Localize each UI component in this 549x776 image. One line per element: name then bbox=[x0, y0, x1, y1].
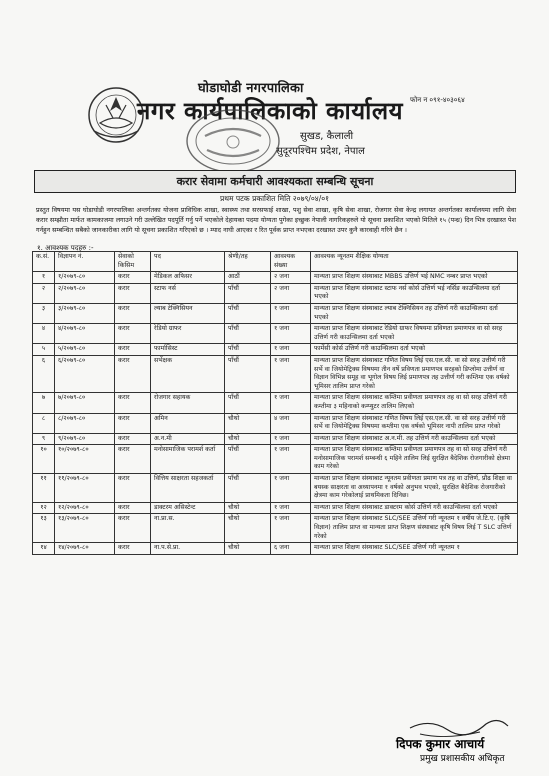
cell-count: ६ जना bbox=[271, 543, 311, 555]
cell-level: चौथो bbox=[225, 502, 271, 514]
table-row bbox=[33, 272, 518, 284]
office-name: नगर कार्यपालिकाको कार्यालय bbox=[137, 97, 404, 125]
cell-serial: ६ bbox=[33, 355, 55, 392]
cell-ad-number: ९/२०७९-८० bbox=[55, 433, 115, 445]
table-header-row bbox=[33, 252, 518, 272]
cell-service-type: करार bbox=[115, 355, 151, 392]
cell-qualification: मान्यता प्राप्त शिक्षण संस्थाबाट गणित विषय लिई एस.एल.सी. वा सो सरह उत्तीर्ण गरी सर्भे वा जियोमेट्रिक्स विषयमा कम्तीमा एक वर्षको भूमिसर नापी तालिम प्राप्त गरेको bbox=[311, 413, 518, 433]
col-header-ad-number: विज्ञापन नं. bbox=[55, 252, 115, 272]
table-row bbox=[33, 433, 518, 445]
required-posts-heading: १. आवश्यक पदहरु :- bbox=[37, 244, 94, 252]
signatory-title: प्रमुख प्रशासकीय अधिकृत bbox=[420, 754, 505, 764]
table-row bbox=[33, 474, 518, 503]
cell-service-type: करार bbox=[115, 393, 151, 413]
municipality-name: घोडाघोडी नगरपालिका bbox=[198, 81, 304, 96]
col-header-qualification: आवश्यक न्यूनतम शैक्षिक योग्यता bbox=[311, 252, 518, 272]
cell-post: वित्तिय साक्षरता सहजकर्ता bbox=[151, 474, 225, 503]
cell-service-type: करार bbox=[115, 502, 151, 514]
notice-intro-paragraph: प्रस्तुत विषयमा यस घोडाघोडी नगरपालिका अन्तर्गतका योजना प्राविधिक शाखा, स्वास्थ्य तथा सरसफाई शाखा, पशु सेवा शाखा, कृषि सेवा शाखा, रोजगार सेवा केन्द्र लगायत अन्तर्गतका कार्यालयमा लागि सेवा करार सम्झौता मार्फत कामकाजमा लगाउने गरी उल्लेखित पदपूर्ति गर्नु पर्ने भएकोले देहायका पदमा योग्यता पुगेका इच्छुक नेपाली नागरिकहरुले यो सूचना प्रकाशित भएको मितिले १५ (पन्ध्र) दिन भित्र दरखास्त पेश गर्नहुन सम्बन्धित सबैको जानकारीका लागि यो सूचना प्रकाशित गरिएको छ । म्याद नाघी आएका र रित पूर्वक प्राप्त नभएका दरखास्त उपर कुनै कारवाही गरिने छैन । bbox=[36, 206, 516, 234]
notice-title-box bbox=[34, 170, 516, 193]
cell-qualification: मान्यता प्राप्त शिक्षण संस्थाबाट MBBS उत्तिर्ण भई NMC नम्बर प्राप्त भएको bbox=[311, 272, 518, 284]
col-header-serial: क.सं. bbox=[33, 252, 55, 272]
cell-service-type: करार bbox=[115, 324, 151, 344]
table-row bbox=[33, 543, 518, 555]
cell-post: ना.प.से.प्रा. bbox=[151, 543, 225, 555]
col-header-count: आवश्यक संख्या bbox=[271, 252, 311, 272]
table-row bbox=[33, 303, 518, 323]
cell-qualification: मान्यता प्राप्त शिक्षण संस्थाबाट स्टाफ नर्स कोर्स उत्तिर्ण भई नर्सिङ काउन्सिलमा दर्ता भएको bbox=[311, 283, 518, 303]
cell-serial: २ bbox=[33, 283, 55, 303]
cell-serial: १२ bbox=[33, 502, 55, 514]
signatory-name: दिपक कुमार आचार्य bbox=[396, 737, 485, 751]
cell-ad-number: ४/२०७९-८० bbox=[55, 324, 115, 344]
table-row bbox=[33, 324, 518, 344]
table-row bbox=[33, 514, 518, 543]
cell-count: १ जना bbox=[271, 344, 311, 356]
office-province: सुदूरपश्चिम प्रदेश, नेपाल bbox=[276, 146, 365, 157]
cell-post: अ.न.मी bbox=[151, 433, 225, 445]
cell-count: १ जना bbox=[271, 303, 311, 323]
cell-ad-number: २/२०७९-८० bbox=[55, 283, 115, 303]
cell-service-type: करार bbox=[115, 433, 151, 445]
cell-qualification: मान्यता प्राप्त शिक्षण संस्थाबाट SLC/SEE उत्तिर्ण गरी न्यूनतम १ वर्षीय जे.टि.ए. (कृषि विज्ञान) तालिम प्राप्त वा मान्यता प्राप्त शिक्षण संस्थाबाट कृषि विषय लिई T SLC उत्तिर्ण गरेको bbox=[311, 514, 518, 543]
cell-service-type: करार bbox=[115, 413, 151, 433]
cell-serial: ११ bbox=[33, 474, 55, 503]
posts-table-body bbox=[33, 272, 518, 555]
cell-ad-number: १३/२०७९-८० bbox=[55, 514, 115, 543]
office-stamp-seal bbox=[183, 106, 283, 176]
cell-service-type: करार bbox=[115, 445, 151, 474]
table-row bbox=[33, 355, 518, 392]
posts-table bbox=[32, 251, 518, 555]
cell-post: फार्मासिस्ट bbox=[151, 344, 225, 356]
cell-level: पाँचौं bbox=[225, 303, 271, 323]
cell-count: १ जना bbox=[271, 355, 311, 392]
notice-title: करार सेवामा कर्मचारी आवश्यकता सम्बन्धि सूचना bbox=[176, 175, 374, 188]
cell-post: सर्भेक्षक bbox=[151, 355, 225, 392]
cell-qualification: मान्यता प्राप्त शिक्षण संस्थाबाट रेडियो ग्राफर विषयमा प्रविणता प्रमाणपत्र वा सो सरह उत्तिर्ण गरी काउन्सिलमा दर्ता भएको bbox=[311, 324, 518, 344]
cell-count: २ जना bbox=[271, 272, 311, 284]
table-row bbox=[33, 283, 518, 303]
cell-qualification: मान्यता प्राप्त शिक्षण संस्थाबाट डाक्टरम कोर्स उत्तिर्ण गरी काउन्सिलमा दर्ता भएको bbox=[311, 502, 518, 514]
cell-ad-number: १०/२०७९-८० bbox=[55, 445, 115, 474]
cell-service-type: करार bbox=[115, 543, 151, 555]
cell-level: चौथो bbox=[225, 413, 271, 433]
cell-ad-number: ११/२०७९-८० bbox=[55, 474, 115, 503]
col-header-level: श्रेणी/तह bbox=[225, 252, 271, 272]
table-row bbox=[33, 393, 518, 413]
cell-post: ल्याब टेक्निसियन bbox=[151, 303, 225, 323]
cell-service-type: करार bbox=[115, 283, 151, 303]
cell-level: पाँचौं bbox=[225, 324, 271, 344]
cell-serial: ७ bbox=[33, 393, 55, 413]
cell-service-type: करार bbox=[115, 344, 151, 356]
cell-ad-number: १४/२०७९-८० bbox=[55, 543, 115, 555]
cell-level: पाँचौं bbox=[225, 283, 271, 303]
cell-service-type: करार bbox=[115, 514, 151, 543]
signature-block bbox=[390, 716, 540, 764]
cell-serial: १४ bbox=[33, 543, 55, 555]
cell-level: पाँचौं bbox=[225, 393, 271, 413]
cell-qualification: फार्मेसी कोर्स उत्तिर्ण गरी काउन्सिलमा दर्ता भएको bbox=[311, 344, 518, 356]
cell-level: चौथो bbox=[225, 543, 271, 555]
col-header-service-type: सेवाको किसिम bbox=[115, 252, 151, 272]
cell-post: स्टाफ नर्स bbox=[151, 283, 225, 303]
cell-level: पाँचौं bbox=[225, 474, 271, 503]
cell-count: १ जना bbox=[271, 393, 311, 413]
cell-serial: ९ bbox=[33, 433, 55, 445]
office-district: सुखड, कैलाली bbox=[300, 131, 354, 142]
table-row bbox=[33, 344, 518, 356]
col-header-post: पद bbox=[151, 252, 225, 272]
cell-count: १ जना bbox=[271, 474, 311, 503]
cell-qualification: मान्यता प्राप्त शिक्षण संस्थाबाट गणित विषय लिई एस.एल.सी. वा सो सरह उत्तीर्ण गरी सर्भे वा जियोमेट्रिक्स विषयमा तीन वर्षे प्रविणता प्रमाणपत्र सरहको डिप्लोमा उत्तीर्ण वा विज्ञान विभिन्न समूह वा भूगोल विषय लिई प्रमाणपत्र तह उत्तीर्ण गरी कम्तिमा एक वर्षको भूमिसर तालिम प्राप्त गरेको bbox=[311, 355, 518, 392]
cell-level: चौथो bbox=[225, 433, 271, 445]
cell-count: १ जना bbox=[271, 324, 311, 344]
cell-ad-number: ८/२०७९-८० bbox=[55, 413, 115, 433]
cell-ad-number: १/२०७९-८० bbox=[55, 272, 115, 284]
cell-qualification: मान्यता प्राप्त शिक्षण संस्थाबाट कम्तिमा प्रवीणता प्रमाणपत्र तह वा सो सरह उत्तिर्ण गरी कम्तीमा ३ महिनाको कम्प्युटर तालिम लिएको bbox=[311, 393, 518, 413]
cell-count: २ जना bbox=[271, 283, 311, 303]
cell-count: १ जना bbox=[271, 433, 311, 445]
cell-service-type: करार bbox=[115, 474, 151, 503]
cell-post: अमिन bbox=[151, 413, 225, 433]
cell-serial: १ bbox=[33, 272, 55, 284]
cell-ad-number: ३/२०७९-८० bbox=[55, 303, 115, 323]
cell-qualification: मान्यता प्राप्त शिक्षण संस्थाबाट अ.न.मी. तह उत्तिर्ण गरी काउन्सिलमा दर्ता भएको bbox=[311, 433, 518, 445]
cell-qualification: मान्यता प्राप्त शिक्षण संस्थाबाट SLC/SEE उत्तिर्ण गरी न्यूनतम १ bbox=[311, 543, 518, 555]
cell-service-type: करार bbox=[115, 303, 151, 323]
cell-count: ४ जना bbox=[271, 413, 311, 433]
cell-qualification: मान्यता प्राप्त शिक्षण संस्थाबाट ल्याब टेक्निसियन तह उत्तिर्ण गरी काउन्सिलमा दर्ता भएको bbox=[311, 303, 518, 323]
table-row bbox=[33, 502, 518, 514]
office-phone: फोन न ०९१-४०३०६४ bbox=[410, 96, 465, 104]
cell-count: १ जना bbox=[271, 502, 311, 514]
cell-ad-number: ५/२०७९-८० bbox=[55, 344, 115, 356]
cell-level: चौथो bbox=[225, 514, 271, 543]
cell-level: पाँचौं bbox=[225, 445, 271, 474]
cell-post: डाक्टरम असिस्टेन्ट bbox=[151, 502, 225, 514]
cell-count: १ जना bbox=[271, 514, 311, 543]
cell-level: पाँचौं bbox=[225, 355, 271, 392]
cell-post: रोजगार सहायक bbox=[151, 393, 225, 413]
cell-serial: ८ bbox=[33, 413, 55, 433]
cell-count: १ जना bbox=[271, 445, 311, 474]
cell-post: रेडियो ग्राफर bbox=[151, 324, 225, 344]
cell-serial: ५ bbox=[33, 344, 55, 356]
cell-ad-number: ६/२०७९-८० bbox=[55, 355, 115, 392]
cell-qualification: मान्यता प्राप्त शिक्षण संस्थाबाट न्यूनतम प्रवीणता प्रमाण पत्र तह वा उत्तिर्ण, प्रौढ शिक्षा वा बयस्क साक्षरता वा अध्यापनमा १ वर्षको अनुभव भएको, सुरक्षित बैदेशिक रोजगारीको क्षेत्रमा काम गरेकोलाई प्राथमिकता दिनिछ। bbox=[311, 474, 518, 503]
cell-serial: १० bbox=[33, 445, 55, 474]
cell-post: मनोसामाजिक परामर्श कर्ता bbox=[151, 445, 225, 474]
cell-ad-number: १२/२०७९-८० bbox=[55, 502, 115, 514]
table-row bbox=[33, 413, 518, 433]
cell-post: मेडिकल अफिसर bbox=[151, 272, 225, 284]
publication-date: प्रथम पटक प्रकाशित मिति २०७९/०४/०१ bbox=[219, 194, 330, 203]
cell-service-type: करार bbox=[115, 272, 151, 284]
cell-serial: ३ bbox=[33, 303, 55, 323]
cell-ad-number: ७/२०७९-८० bbox=[55, 393, 115, 413]
cell-level: आठौं bbox=[225, 272, 271, 284]
table-row bbox=[33, 445, 518, 474]
cell-qualification: मान्यता प्राप्त शिक्षण संस्थाबाट कम्तिमा प्रवीणता प्रमाणपत्र तह वा सो सरह उत्तिर्ण गरी मनोसामाजिक परामर्श सम्बन्धी ६ महिने तालिम लिई सुरक्षित बैदेशिक रोजगारीको क्षेत्रमा काम गरेको bbox=[311, 445, 518, 474]
cell-level: पाँचौं bbox=[225, 344, 271, 356]
cell-post: ना.प्रा.स. bbox=[151, 514, 225, 543]
cell-serial: १३ bbox=[33, 514, 55, 543]
cell-serial: ४ bbox=[33, 324, 55, 344]
